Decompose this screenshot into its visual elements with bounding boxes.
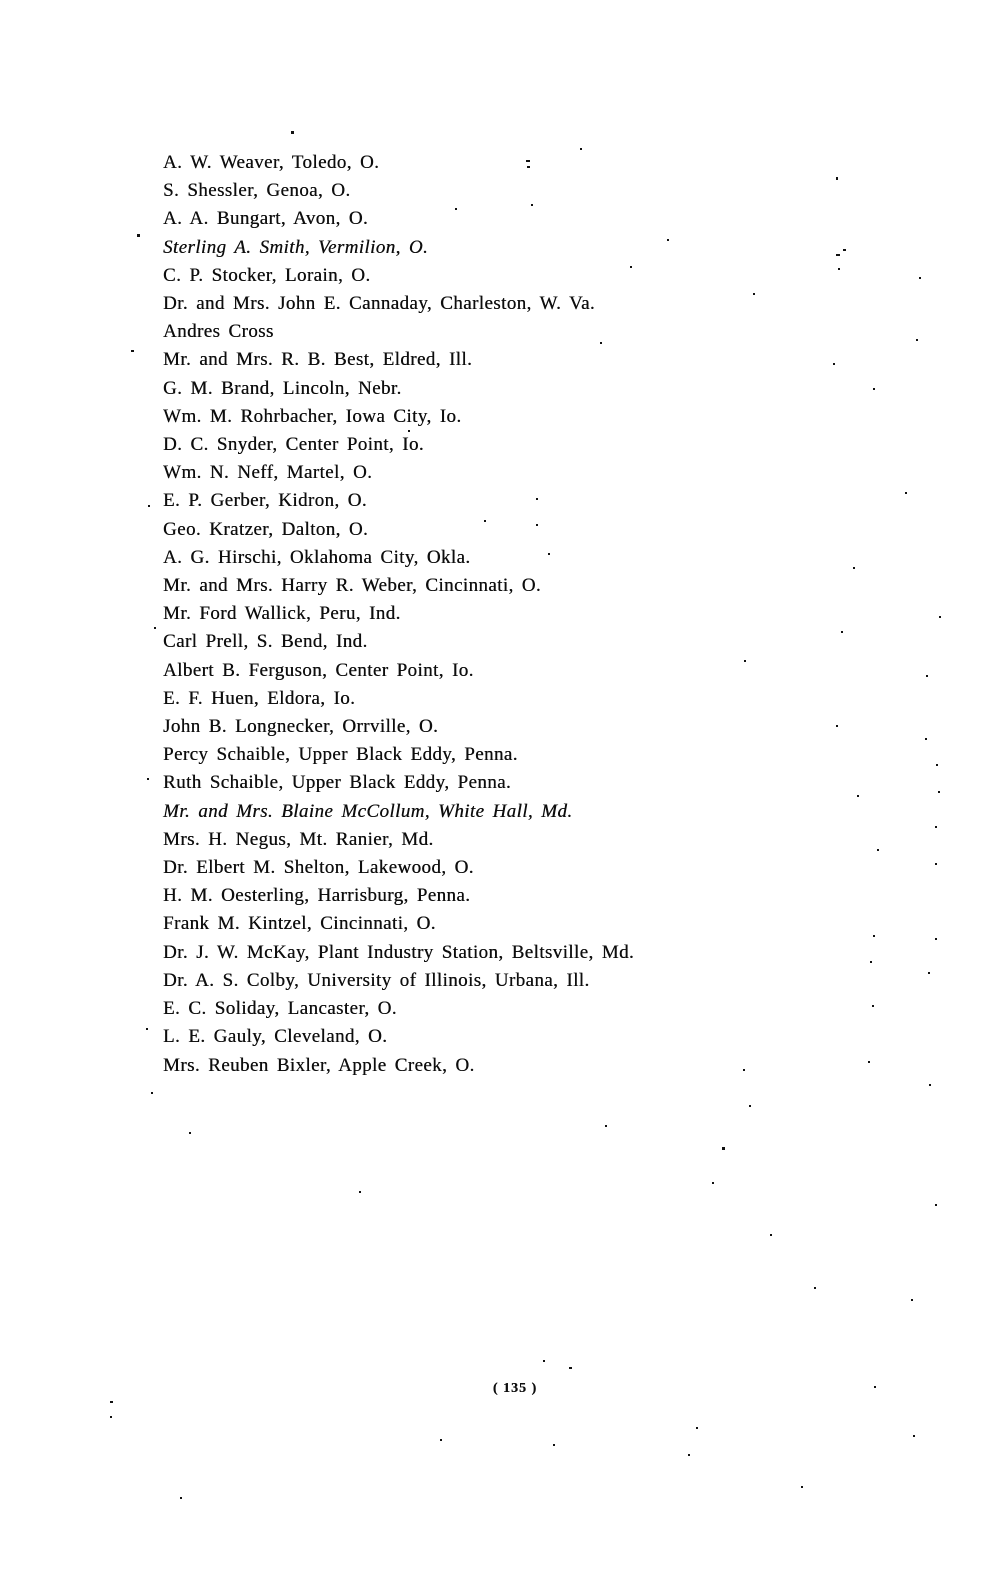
- member-list: [163, 149, 883, 1080]
- member-line: Ruth Schaible, Upper Black Eddy, Penna.: [163, 772, 512, 794]
- noise-speck: [770, 1234, 772, 1236]
- member-line: A. W. Weaver, Toledo, O.: [163, 152, 380, 173]
- noise-speck: [154, 627, 156, 629]
- noise-speck: [926, 675, 928, 677]
- member-line: Mr. and Mrs. R. B. Best, Eldred, Ill.: [163, 349, 473, 371]
- noise-speck: [925, 738, 927, 740]
- member-line: A. G. Hirschi, Oklahoma City, Okla.: [163, 546, 471, 568]
- noise-speck: [526, 160, 530, 162]
- noise-speck: [939, 616, 941, 618]
- noise-speck: [146, 1028, 148, 1030]
- noise-speck: [905, 492, 907, 494]
- noise-speck: [935, 826, 937, 828]
- noise-speck: [605, 1125, 607, 1127]
- member-line: Albert B. Ferguson, Center Point, Io.: [163, 659, 474, 681]
- member-line: Frank M. Kintzel, Cincinnati, O.: [163, 913, 436, 935]
- noise-speck: [872, 1005, 874, 1007]
- noise-speck: [291, 131, 294, 134]
- noise-speck: [838, 268, 840, 270]
- noise-speck: [911, 1299, 913, 1301]
- noise-speck: [833, 363, 835, 365]
- member-line: Dr. A. S. Colby, University of Illinois, Urbana, Ill.: [163, 969, 590, 991]
- member-line: D. C. Snyder, Center Point, Io.: [163, 434, 424, 456]
- member-line: C. P. Stocker, Lorain, O.: [163, 264, 371, 286]
- noise-speck: [359, 1191, 361, 1193]
- noise-speck: [696, 1427, 698, 1429]
- noise-speck: [527, 166, 530, 168]
- member-line: Andres Cross: [163, 321, 274, 343]
- noise-speck: [836, 177, 838, 180]
- member-line: Mr. Ford Wallick, Peru, Ind.: [163, 603, 401, 625]
- noise-speck: [548, 553, 550, 555]
- noise-speck: [630, 266, 632, 268]
- noise-speck: [873, 388, 875, 390]
- noise-speck: [870, 961, 872, 963]
- noise-speck: [440, 1439, 442, 1441]
- noise-speck: [189, 1132, 191, 1134]
- member-line: Dr. Elbert M. Shelton, Lakewood, O.: [163, 857, 474, 879]
- noise-speck: [180, 1497, 182, 1499]
- noise-speck: [814, 1287, 816, 1289]
- noise-speck: [712, 1182, 714, 1184]
- noise-speck: [753, 293, 755, 295]
- noise-speck: [916, 339, 918, 341]
- member-line: Wm. M. Rohrbacher, Iowa City, Io.: [163, 405, 462, 427]
- noise-speck: [874, 1386, 876, 1388]
- noise-speck: [935, 863, 937, 865]
- member-line: G. M. Brand, Lincoln, Nebr.: [163, 377, 402, 399]
- noise-speck: [408, 430, 410, 432]
- member-line: S. Shessler, Genoa, O.: [163, 180, 351, 202]
- noise-speck: [131, 350, 134, 352]
- noise-speck: [688, 1454, 690, 1456]
- noise-speck: [919, 277, 921, 279]
- member-line: Mrs. Reuben Bixler, Apple Creek, O.: [163, 1054, 475, 1076]
- noise-speck: [841, 631, 843, 633]
- noise-speck: [857, 795, 859, 797]
- noise-speck: [531, 204, 533, 206]
- noise-speck: [938, 791, 940, 793]
- member-line: E. F. Huen, Eldora, Io.: [163, 687, 356, 709]
- noise-speck: [148, 505, 150, 507]
- noise-speck: [569, 1367, 572, 1369]
- noise-speck: [843, 249, 846, 251]
- noise-speck: [877, 849, 879, 851]
- noise-speck: [110, 1401, 113, 1403]
- member-line: Geo. Kratzer, Dalton, O.: [163, 518, 369, 540]
- noise-speck: [543, 1360, 545, 1362]
- member-line: Mr. and Mrs. Blaine McCollum, White Hall, Md.: [163, 800, 573, 822]
- member-line: Carl Prell, S. Bend, Ind.: [163, 631, 368, 653]
- noise-speck: [455, 208, 457, 210]
- noise-speck: [935, 938, 937, 940]
- noise-speck: [147, 778, 149, 780]
- member-line: E. P. Gerber, Kidron, O.: [163, 490, 367, 512]
- noise-speck: [553, 1444, 555, 1446]
- member-line: E. C. Soliday, Lancaster, O.: [163, 998, 397, 1020]
- member-line: H. M. Oesterling, Harrisburg, Penna.: [163, 885, 471, 907]
- noise-speck: [936, 764, 938, 766]
- member-line: L. E. Gauly, Cleveland, O.: [163, 1026, 388, 1048]
- member-line: Dr. J. W. McKay, Plant Industry Station, Beltsville, Md.: [163, 941, 635, 963]
- noise-speck: [935, 1204, 937, 1206]
- member-line: Sterling A. Smith, Vermilion, O.: [163, 236, 429, 258]
- noise-speck: [873, 935, 875, 937]
- noise-speck: [929, 1084, 931, 1086]
- member-line: Mr. and Mrs. Harry R. Weber, Cincinnati, O.: [163, 575, 542, 597]
- noise-speck: [722, 1147, 725, 1150]
- noise-speck: [836, 725, 838, 727]
- noise-speck: [744, 660, 746, 662]
- member-line: Mrs. H. Negus, Mt. Ranier, Md.: [163, 828, 434, 850]
- noise-speck: [137, 234, 140, 237]
- noise-speck: [536, 524, 538, 526]
- noise-speck: [667, 239, 669, 241]
- noise-speck: [853, 567, 855, 569]
- noise-speck: [868, 1061, 870, 1063]
- noise-speck: [801, 1486, 803, 1488]
- noise-speck: [110, 1416, 112, 1418]
- noise-speck: [536, 498, 538, 500]
- noise-speck: [913, 1435, 915, 1437]
- member-line: Wm. N. Neff, Martel, O.: [163, 462, 373, 484]
- noise-speck: [743, 1069, 745, 1071]
- noise-speck: [600, 342, 602, 344]
- noise-speck: [836, 254, 840, 256]
- noise-speck: [151, 1092, 153, 1094]
- page-number: ( 135 ): [492, 1381, 538, 1396]
- member-line: A. A. Bungart, Avon, O.: [163, 208, 369, 230]
- noise-speck: [580, 148, 582, 150]
- member-line: Percy Schaible, Upper Black Eddy, Penna.: [163, 744, 518, 766]
- member-line: John B. Longnecker, Orrville, O.: [163, 716, 439, 738]
- noise-speck: [749, 1105, 751, 1107]
- noise-speck: [928, 972, 930, 974]
- member-line: Dr. and Mrs. John E. Cannaday, Charleston, W. Va.: [163, 293, 596, 315]
- noise-speck: [484, 520, 486, 522]
